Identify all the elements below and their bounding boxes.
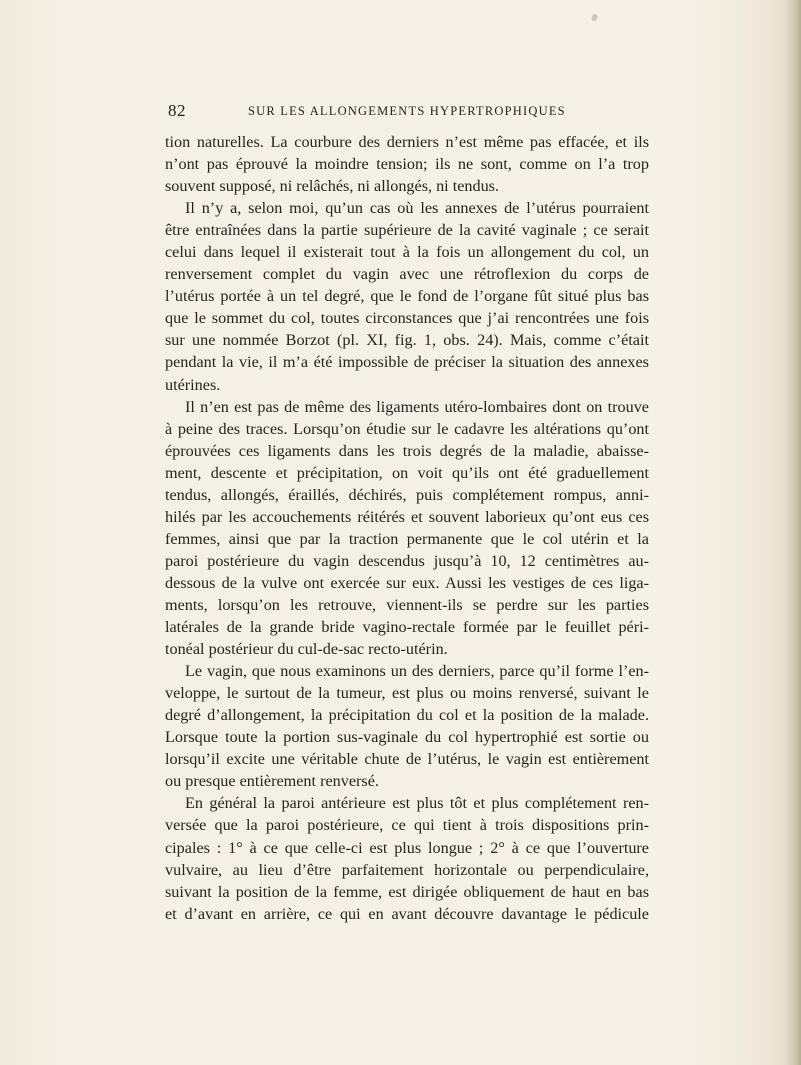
text-line: ment, descente et précipitation, on voit qu’ils ont été graduellement: [165, 463, 649, 482]
text-line: à peine des traces. Lorsqu’on étudie sur le cadavre les altérations qu’ont: [165, 419, 649, 438]
paper-blemish: [591, 13, 598, 21]
text-line: En général la paroi antérieure est plus tôt et plus complétement ren-: [185, 794, 649, 813]
page-edge-shadow: [787, 0, 801, 1065]
text-line: vulvaire, au lieu d’être parfaitement horizontale ou perpendiculaire,: [165, 860, 649, 879]
text-line: Lorsque toute la portion sus-vaginale du col hypertrophié est sortie ou: [165, 728, 649, 747]
text-line: sur une nommée Borzot (pl. XI, fig. 1, obs. 24). Mais, comme c’était: [165, 331, 649, 350]
text-line: être entraînées dans la partie supérieure de la cavité vaginale ; ce serait: [165, 221, 649, 240]
text-line: latérales de la grande bride vagino-rectale formée par le feuillet péri-: [165, 618, 649, 637]
text-line: n’ont pas éprouvé la moindre tension; ils ne sont, comme on l’a trop: [165, 155, 649, 174]
text-line: femmes, ainsi que par la traction permanente que le col utérin et la: [165, 529, 649, 548]
text-line: lorsqu’il excite une véritable chute de l’utérus, le vagin est entièrement: [165, 750, 649, 769]
text-line: suivant la position de la femme, est dirigée obliquement de haut en bas: [165, 882, 649, 901]
text-line: l’utérus portée à un tel degré, que le fond de l’organe fût situé plus bas: [165, 287, 649, 306]
body-text: [165, 131, 649, 925]
text-line: veloppe, le surtout de la tumeur, est plus ou moins renversé, suivant le: [165, 684, 649, 703]
text-line: degré d’allongement, la précipitation du col et la position de la malade.: [165, 706, 649, 725]
text-line: tion naturelles. La courbure des derniers n’est même pas effacée, et ils: [165, 133, 649, 151]
text-line: Il n’en est pas de même des ligaments utéro-lombaires dont on trouve: [185, 397, 649, 416]
running-head: SUR LES ALLONGEMENTS HYPERTROPHIQUES: [248, 104, 566, 118]
text-line: pendant la vie, il m’a été impossible de préciser la situation des annexes: [165, 353, 649, 372]
text-line: celui dans lequel il existerait tout à la fois un allongement du col, un: [165, 243, 649, 262]
text-line: paroi postérieure du vagin descendus jusqu’à 10, 12 centimètres au-: [165, 551, 649, 570]
text-line: utérines.: [165, 375, 221, 394]
text-line: renversement complet du vagin avec une rétroflexion du corps de: [165, 265, 649, 284]
text-line: que le sommet du col, toutes circonstances que j’ai rencontrées une fois: [165, 309, 649, 328]
text-line: cipales : 1° à ce que celle-ci est plus longue ; 2° à ce que l’ouverture: [165, 838, 649, 857]
text-line: Le vagin, que nous examinons un des derniers, parce qu’il forme l’en-: [185, 662, 649, 681]
text-line: ments, lorsqu’on les retrouve, viennent-ils se perdre sur les parties: [165, 595, 649, 614]
text-line: et d’avant en arrière, ce qui en avant découvre davantage le pédicule: [165, 904, 649, 923]
text-line: versée que la paroi postérieure, ce qui tient à trois dispositions prin-: [165, 816, 649, 835]
text-line: dessous de la vulve ont exercée sur eux. Aussi les vestiges de ces liga-: [165, 573, 649, 592]
page-header: [168, 101, 638, 121]
text-line: hilés par les accouchements réitérés et souvent laborieux qu’ont eus ces: [165, 507, 649, 526]
text-line: ou presque entièrement renversé.: [165, 772, 379, 791]
text-line: éprouvées ces ligaments dans les trois degrés de la maladie, abaisse-: [165, 441, 649, 460]
text-line: tendus, allongés, éraillés, déchirés, puis complétement rompus, anni-: [165, 485, 649, 504]
text-line: Il n’y a, selon moi, qu’un cas où les annexes de l’utérus pourraient: [185, 199, 649, 218]
text-line: souvent supposé, ni relâchés, ni allongés, ni tendus.: [165, 177, 500, 196]
text-line: tonéal postérieur du cul-de-sac recto-utérin.: [165, 640, 448, 659]
page-number: 82: [168, 101, 186, 120]
